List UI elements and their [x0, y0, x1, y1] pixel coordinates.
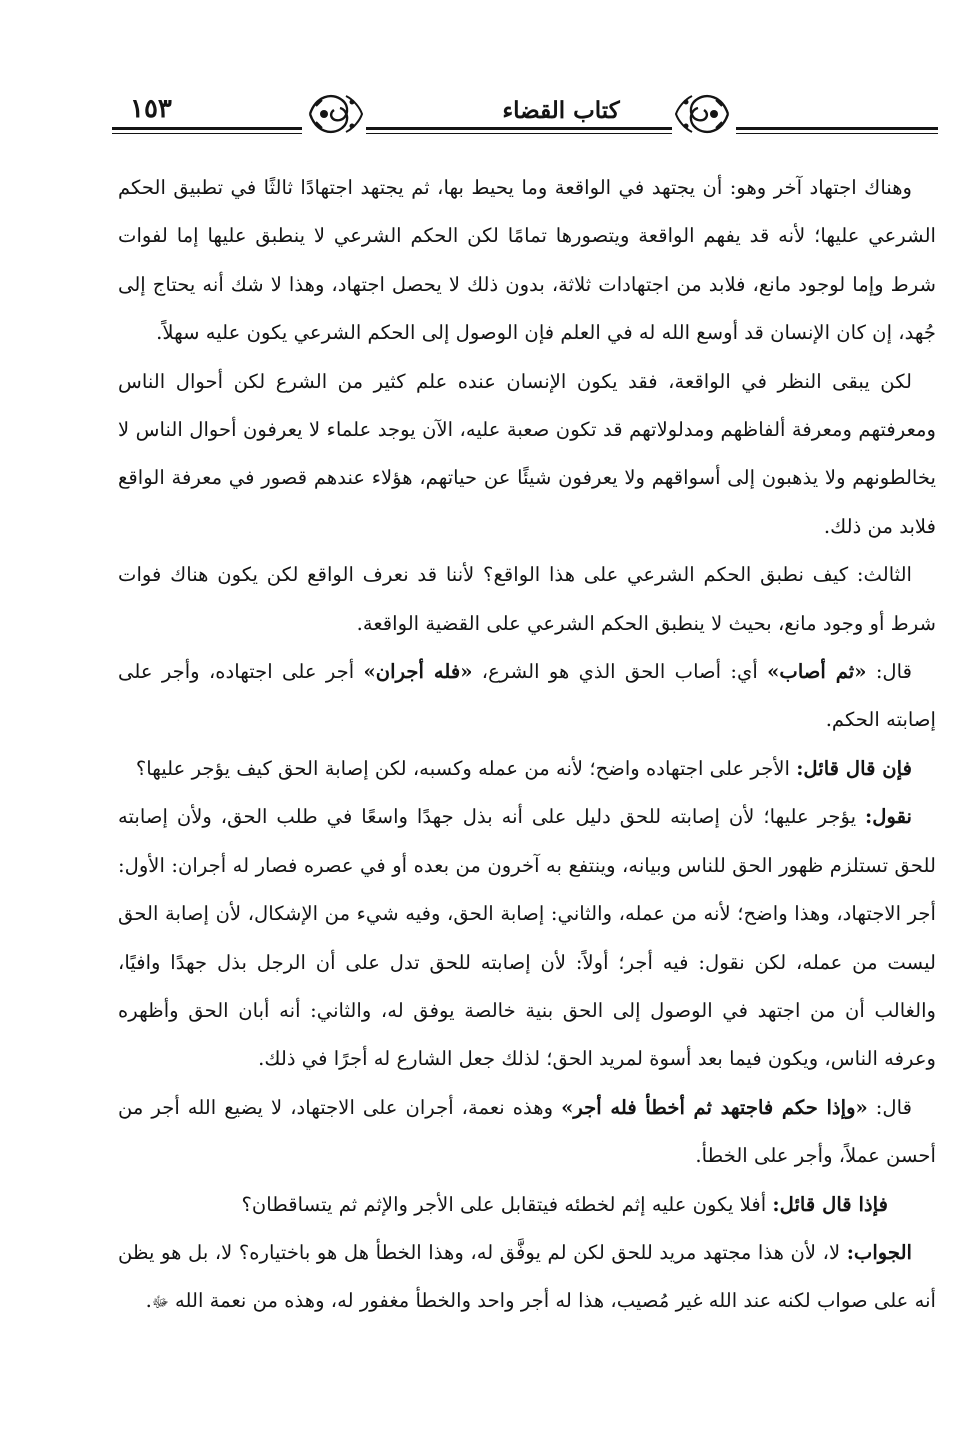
answer-lead: الجواب: [846, 1240, 912, 1264]
text-segment: أفلا يكون عليه إثم لخطئه فيتقابل على الأجر والإثم ثم يتساقطان؟ [241, 1192, 773, 1216]
text-segment: الأجر على اجتهاده واضح؛ لأنه من عمله وكسبه، لكن إصابة الحق كيف يؤجر عليها؟ [135, 756, 797, 780]
ornament-left-icon [302, 86, 366, 142]
hadith-quote: «ثم أصاب» [767, 660, 867, 684]
text-segment: أجر على اجتهاده، وأجر على إصابته الحكم. [118, 660, 936, 732]
text-segment: لا، لأن هذا مجتهد مريد للحق لكن لم يوفَّق له، وهذا الخطأ هل هو باختياره؟ لا، بل هو يظن أنه على صواب لكنه عند الله غير مُصيب، هذا له أجر واحد والخطأ مغفور له، وهذه من نعمة الله [118, 1240, 936, 1313]
paragraph-second-objection [118, 1181, 936, 1229]
response-lead: نقول: [865, 805, 912, 829]
paragraph-error-hadith [118, 1084, 936, 1181]
text-segment: يؤجر عليها؛ لأن إصابته للحق دليل على أنه بذل جهدًا واسعًا في طلب الحق، ولأن إصابته للحق تستلزم ظهور الحق للناس وبيانه، وينتفع به آخرون من بعده أو في عصره فصار له أجران: الأول: أجر الاجتهاد، وهذا واضح؛ لأنه من عمله، والثاني: إصابة الحق، وفيه شيء من الإشكال، لأن إصابة الحق ليست من عمله، لكن نقول: فيه أجر؛ أولاً: لأن إصابته للحق تدل على أن الرجل بذل جهدًا وافيًا، والغالب أن من اجتهد في الوصول إلى الحق بنية خالصة يوفق له، والثاني: أنه أبان الحق وأظهره وعرفه الناس، ويكون فيما بعد أسوة لمريد الحق؛ لذلك جعل الشارع له أجرًا في ذلك. [118, 805, 936, 1071]
paragraph-additional-ijtihad: وهناك اجتهاد آخر وهو: أن يجتهد في الواقعة وما يحيط بها، ثم يجتهد اجتهادًا ثالثًا في تطبيق الحكم الشرعي عليها؛ لأنه قد يفهم الواقعة ويتصورها تمامًا لكن الحكم الشرعي لا ينطبق عليها إما لفوات شرط وإما لوجود مانع، فلابد من اجتهادات ثلاثة، بدون ذلك لا يحصل اجتهاد، وهذا لا شك أنه يحتاج إلى جُهد، إن كان الإنسان قد أوسع الله له في العلم فإن الوصول إلى الحكم الشرعي يكون عليه سهلاً. [118, 176, 936, 345]
book-title: كتاب القضاء [502, 97, 620, 124]
paragraph-answer [118, 1229, 936, 1327]
objection-lead: فإذا قال قائل: [772, 1192, 888, 1216]
paragraph-response [118, 793, 936, 1083]
ornament-right-icon [672, 86, 736, 142]
text-segment: أي: أصاب الحق الذي هو الشرع، [472, 660, 768, 684]
paragraph-then-correct [118, 648, 936, 745]
page-header [112, 86, 938, 148]
objection-lead: فإن قال قائل: [796, 756, 912, 780]
text-segment: قال: [867, 1095, 912, 1119]
paragraph-third-application: الثالث: كيف نطبق الحكم الشرعي على هذا الواقع؟ لأننا قد نعرف الواقع لكن يكون هناك فوات شرط أو وجود مانع، بحيث لا ينطبق الحكم الشرعي على القضية الواقعة. [118, 563, 936, 635]
hadith-quote: «فله أجران» [363, 660, 473, 684]
text-segment: وهذه نعمة، أجران على الاجتهاد، لا يضيع الله أجر من أحسن عملاً، وأجر على الخطأ. [118, 1095, 936, 1168]
text-segment: قال: [866, 660, 912, 684]
paragraph-knowing-reality: لكن يبقى النظر في الواقعة، فقد يكون الإنسان عنده علم كثير من الشرع لكن أحوال الناس ومعرفتهم ومعرفة ألفاظهم ومدلولاتهم قد تكون صعبة عليه، الآن يوجد علماء لا يعرفون أحوال الناس لا يخالطونهم ولا يذهبون إلى أسواقهم ولا يعرفون شيئًا عن حياتهم، هؤلاء عندهم قصور في معرفة الواقع فلابد من ذلك. [118, 369, 936, 538]
hadith-quote: «وإذا حكم فاجتهد ثم أخطأ فله أجر» [561, 1095, 868, 1119]
header-rule-thin [112, 133, 938, 134]
page-number: ١٥٣ [126, 92, 176, 126]
honorific-glyph: ﷻ [151, 1293, 169, 1312]
paragraph-objection [118, 745, 936, 793]
text-segment: . [145, 1289, 152, 1313]
page-body [118, 164, 936, 1327]
